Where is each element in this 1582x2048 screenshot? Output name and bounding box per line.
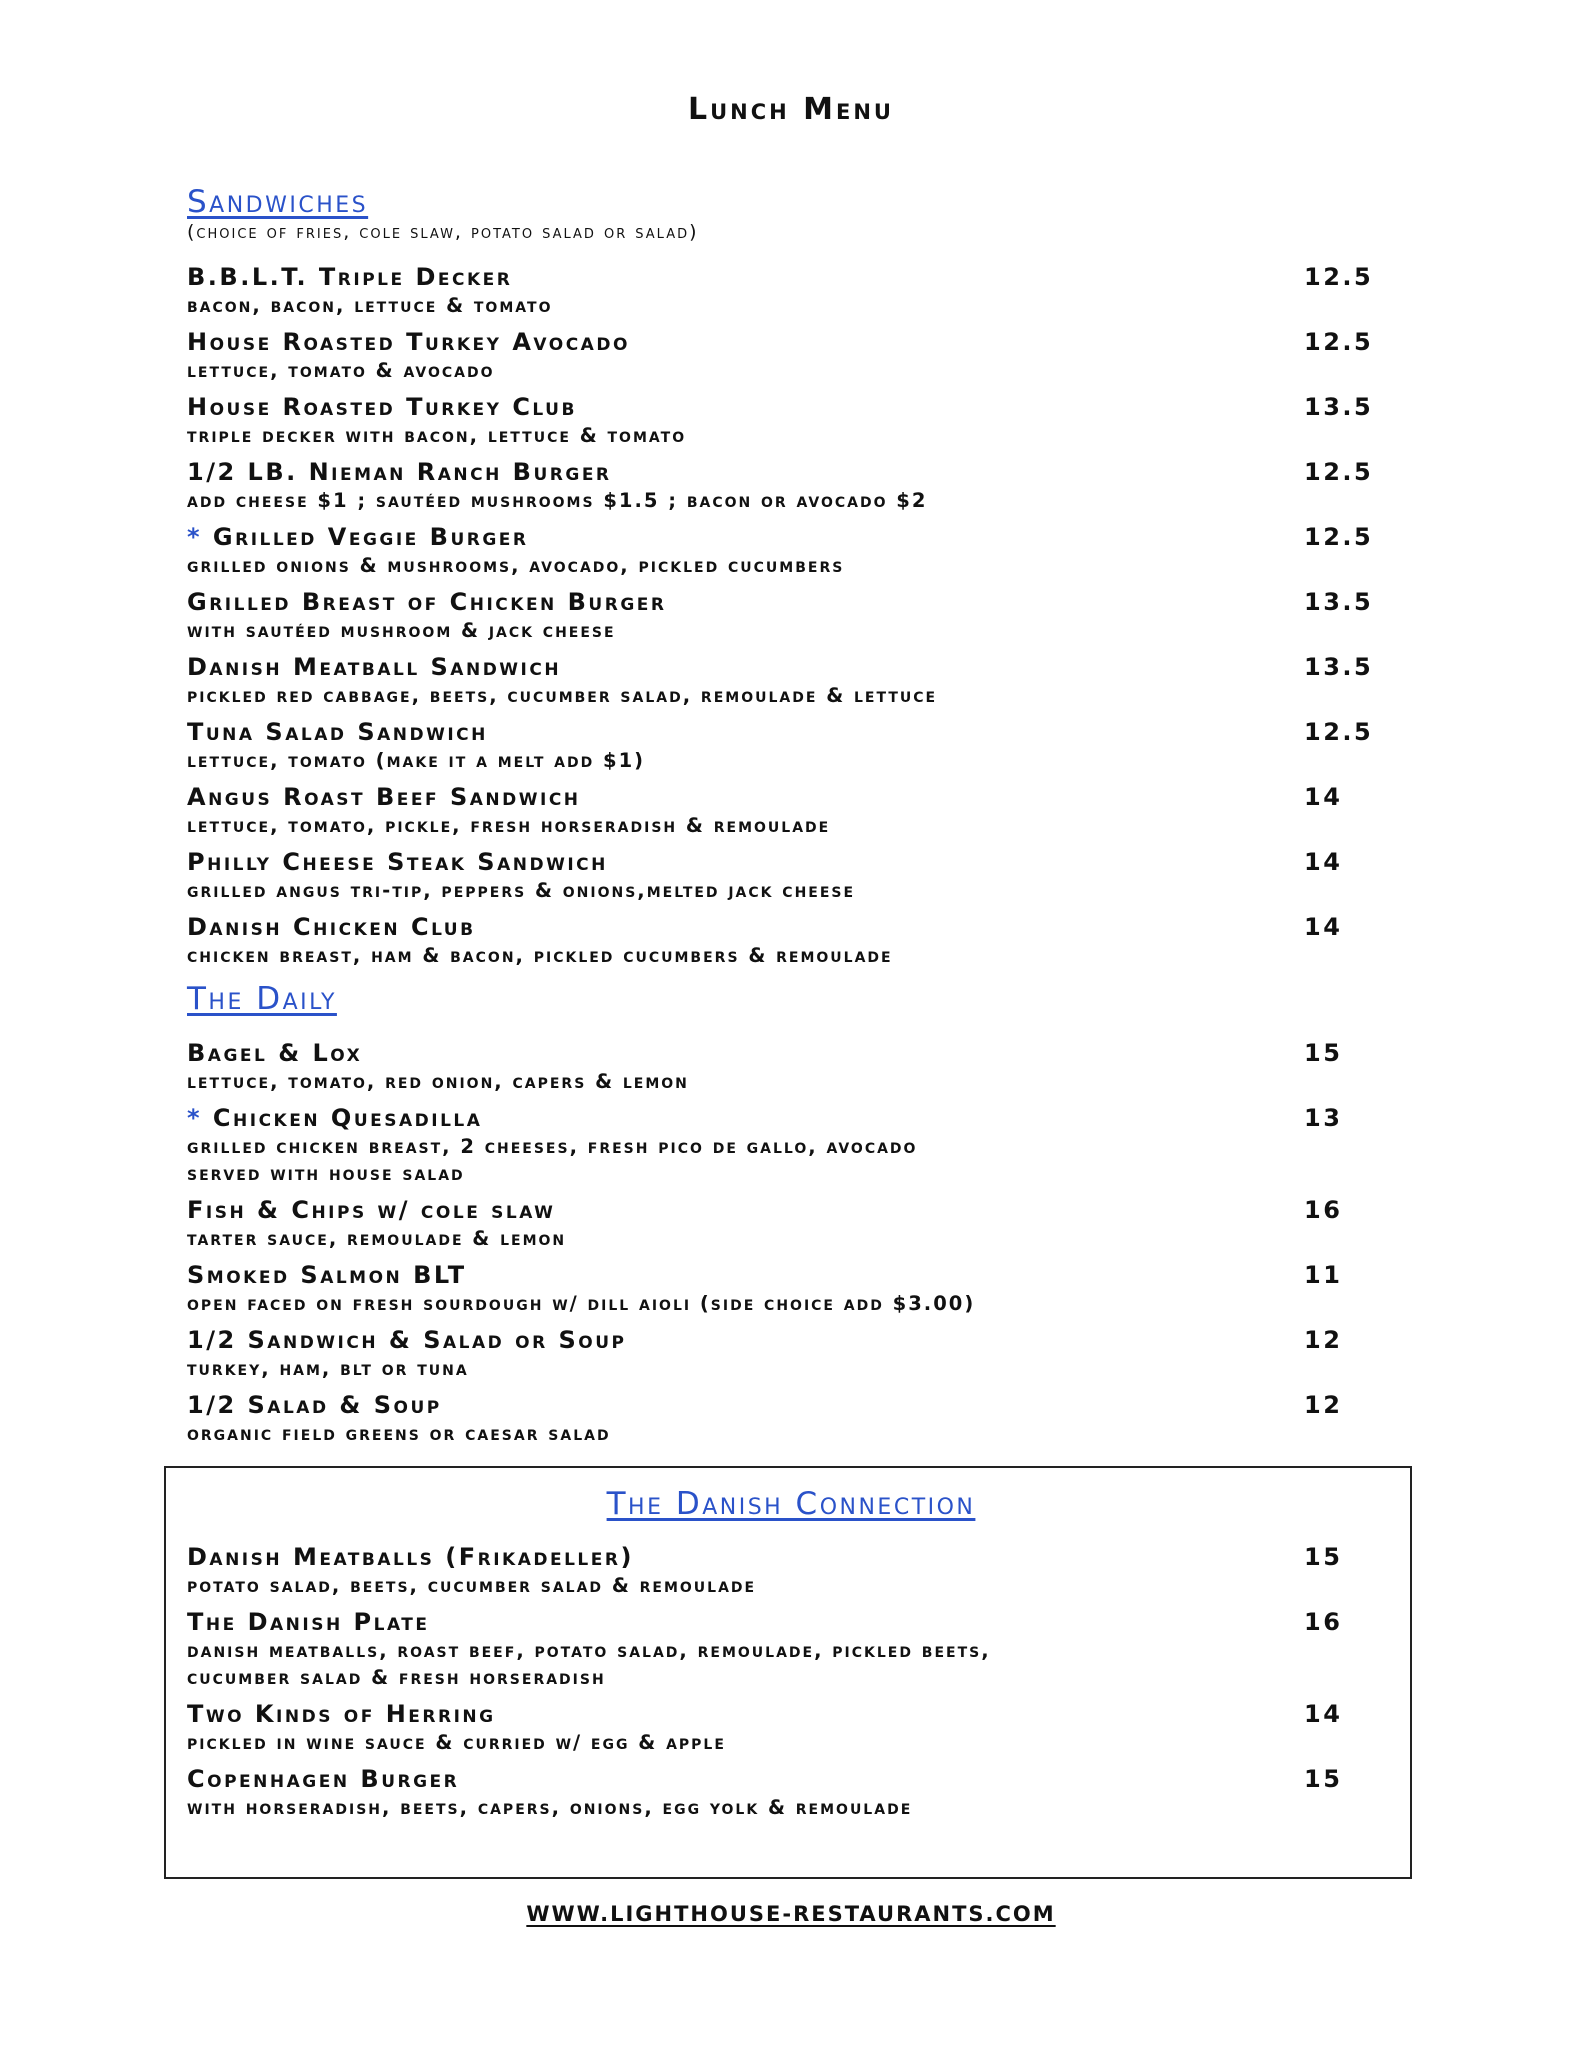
menu-item-name: * Chicken Quesadilla — [187, 1104, 483, 1132]
vegetarian-star-icon: * — [187, 523, 213, 551]
menu-item-description: danish meatballs, roast beef, potato salad, remoulade, pickled beets, — [187, 1639, 991, 1662]
menu-item-price: 12.5 — [1304, 328, 1374, 356]
menu-item-price: 13.5 — [1304, 393, 1374, 421]
menu-item-description: lettuce, tomato (make it a melt add $1) — [187, 749, 646, 772]
sandwich-list — [187, 262, 1374, 977]
menu-item-description: chicken breast, ham & bacon, pickled cucumbers & remoulade — [187, 944, 893, 967]
menu-item — [187, 327, 1374, 384]
menu-item-description: triple decker with bacon, lettuce & tomato — [187, 424, 687, 447]
menu-item-price: 14 — [1304, 913, 1343, 941]
menu-item-price: 12.5 — [1304, 523, 1374, 551]
vegetarian-star-icon: * — [187, 1104, 213, 1132]
menu-item — [187, 1103, 1367, 1187]
menu-item-price: 13.5 — [1304, 588, 1374, 616]
menu-item-description: served with house salad — [187, 1162, 465, 1185]
menu-item-name: Danish Meatball Sandwich — [187, 653, 562, 681]
menu-item — [187, 522, 1374, 579]
menu-item-description: pickled in wine sauce & curried w/ egg & apple — [187, 1731, 726, 1754]
menu-item-price: 15 — [1304, 1039, 1343, 1067]
menu-item-price: 13 — [1304, 1104, 1343, 1132]
menu-item-description: with horseradish, beets, capers, onions, egg yolk & remoulade — [187, 1796, 913, 1819]
page-title: Lunch Menu — [687, 92, 894, 127]
menu-item-description: turkey, ham, blt or tuna — [187, 1357, 469, 1380]
menu-item-description: grilled chicken breast, 2 cheeses, fresh pico de gallo, avocado — [187, 1135, 918, 1158]
menu-item-price: 13.5 — [1304, 653, 1374, 681]
menu-item-price: 14 — [1304, 1700, 1343, 1728]
menu-item — [187, 587, 1374, 644]
website-link[interactable]: WWW.LIGHTHOUSE-RESTAURANTS.COM — [526, 1902, 1056, 1926]
menu-item-name: Grilled Breast of Chicken Burger — [187, 588, 667, 616]
menu-item — [187, 1325, 1367, 1382]
menu-item-price: 16 — [1304, 1196, 1343, 1224]
menu-item-description: bacon, bacon, lettuce & tomato — [187, 294, 553, 317]
menu-item-price: 12.5 — [1304, 458, 1374, 486]
menu-item — [187, 1607, 1367, 1691]
menu-item-name: House Roasted Turkey Avocado — [187, 328, 630, 356]
menu-item — [187, 912, 1367, 969]
menu-item-description: grilled angus tri-tip, peppers & onions,melted jack cheese — [187, 879, 856, 902]
menu-item-description: tarter sauce, remoulade & lemon — [187, 1227, 567, 1250]
menu-item-name: Bagel & Lox — [187, 1039, 363, 1067]
menu-item-name: Tuna Salad Sandwich — [187, 718, 488, 746]
menu-item-name: Angus Roast Beef Sandwich — [187, 783, 581, 811]
menu-item-price: 14 — [1304, 783, 1343, 811]
menu-item-description: pickled red cabbage, beets, cucumber salad, remoulade & lettuce — [187, 684, 938, 707]
menu-item — [187, 457, 1374, 514]
menu-item-description: lettuce, tomato, red onion, capers & lemon — [187, 1070, 689, 1093]
menu-item-price: 15 — [1304, 1543, 1343, 1571]
menu-item-description: with sautéed mushroom & jack cheese — [187, 619, 616, 642]
menu-item — [187, 1764, 1367, 1821]
menu-item-name: Danish Meatballs (Frikadeller) — [187, 1543, 634, 1571]
menu-item-name: 1/2 Salad & Soup — [187, 1391, 442, 1419]
daily-list — [187, 1038, 1367, 1455]
menu-item — [187, 782, 1367, 839]
menu-item — [187, 652, 1374, 709]
menu-item-name: Two Kinds of Herring — [187, 1700, 496, 1728]
menu-item-description: cucumber salad & fresh horseradish — [187, 1666, 606, 1689]
menu-item-name: 1/2 LB. Nieman Ranch Burger — [187, 458, 612, 486]
section-heading-daily: The Daily — [187, 981, 337, 1017]
menu-item-name: The Danish Plate — [187, 1608, 430, 1636]
menu-item — [187, 717, 1374, 774]
menu-item-description: grilled onions & mushrooms, avocado, pickled cucumbers — [187, 554, 845, 577]
menu-item-name: * Grilled Veggie Burger — [187, 523, 529, 551]
menu-item-price: 12 — [1304, 1326, 1343, 1354]
menu-item-price: 14 — [1304, 848, 1343, 876]
menu-item — [187, 1038, 1367, 1095]
menu-item — [187, 847, 1367, 904]
menu-item — [187, 262, 1374, 319]
menu-item — [187, 1195, 1367, 1252]
menu-item-name: Philly Cheese Steak Sandwich — [187, 848, 608, 876]
menu-item-name: Danish Chicken Club — [187, 913, 476, 941]
menu-item-description: open faced on fresh sourdough w/ dill aioli (side choice add $3.00) — [187, 1292, 976, 1315]
section-heading-danish: The Danish Connection — [606, 1486, 976, 1522]
menu-item-name: 1/2 Sandwich & Salad or Soup — [187, 1326, 627, 1354]
menu-item — [187, 1699, 1367, 1756]
menu-item-description: organic field greens or caesar salad — [187, 1422, 611, 1445]
menu-item-name: House Roasted Turkey Club — [187, 393, 577, 421]
menu-item-name: Smoked Salmon BLT — [187, 1261, 467, 1289]
menu-item-price: 15 — [1304, 1765, 1343, 1793]
menu-item-price: 12.5 — [1304, 263, 1374, 291]
section-heading-sandwiches: Sandwiches — [187, 184, 369, 220]
menu-item-description: lettuce, tomato & avocado — [187, 359, 495, 382]
section-note-sandwiches: (choice of fries, cole slaw, potato salad or salad) — [187, 221, 699, 243]
menu-item-description: add cheese $1 ; sautéed mushrooms $1.5 ; bacon or avocado $2 — [187, 489, 928, 512]
menu-item-price: 11 — [1304, 1261, 1343, 1289]
menu-item-name: B.B.L.T. Triple Decker — [187, 263, 513, 291]
menu-item-name: Copenhagen Burger — [187, 1765, 460, 1793]
menu-item-description: potato salad, beets, cucumber salad & remoulade — [187, 1574, 757, 1597]
menu-item-price: 12 — [1304, 1391, 1343, 1419]
menu-item-description: lettuce, tomato, pickle, fresh horseradish & remoulade — [187, 814, 831, 837]
menu-item — [187, 1542, 1367, 1599]
menu-item — [187, 392, 1374, 449]
danish-list — [187, 1542, 1367, 1829]
menu-item-name: Fish & Chips w/ cole slaw — [187, 1196, 556, 1224]
menu-item-price: 16 — [1304, 1608, 1343, 1636]
menu-item — [187, 1260, 1367, 1317]
menu-item-price: 12.5 — [1304, 718, 1374, 746]
menu-item — [187, 1390, 1367, 1447]
